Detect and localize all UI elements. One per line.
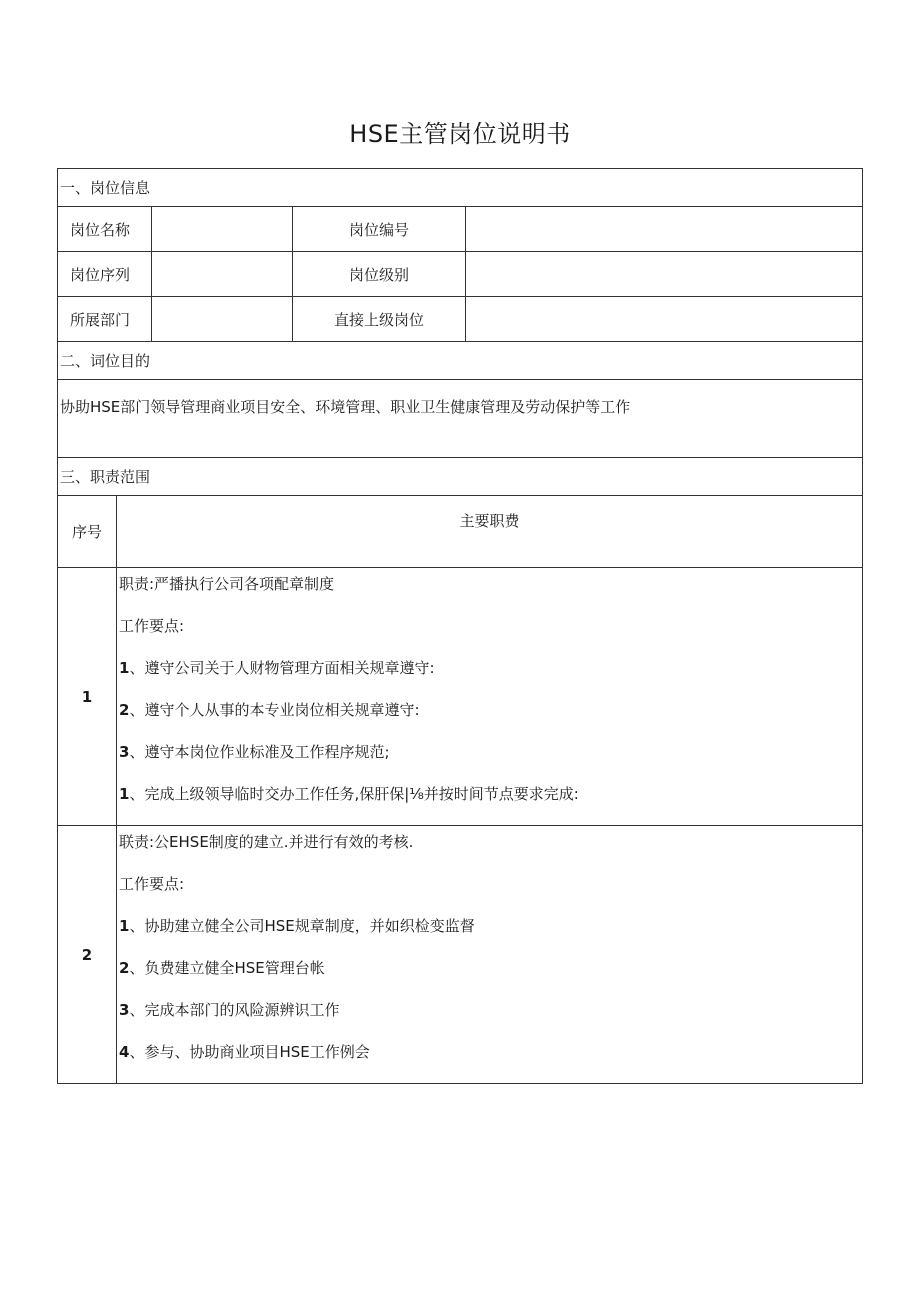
info-row xyxy=(58,207,863,252)
duty-line: 1、完成上级领导临时交办工作任务,保肝保|⅛并按时间节点要求完成: xyxy=(119,785,579,803)
label-position-level: 岗位级别 xyxy=(293,252,466,297)
section-header-position-purpose: 二、词位目的 xyxy=(58,342,863,380)
document-title: HSE主管岗位说明书 xyxy=(349,120,571,148)
info-row xyxy=(58,297,863,342)
duty-seq-number: 1 xyxy=(58,568,117,826)
section-header-position-info: 一、岗位信息 xyxy=(58,169,863,207)
form-table xyxy=(57,168,863,1084)
duty-line: 4、参与、协助商业项目HSE工作例会 xyxy=(119,1043,370,1061)
value-position-sequence[interactable] xyxy=(152,252,293,297)
column-header-main-duty: 主要职费 xyxy=(117,496,863,568)
info-row xyxy=(58,252,863,297)
duty-line: 3、遵守本岗位作业标准及工作程序规范; xyxy=(119,743,390,761)
value-department[interactable] xyxy=(152,297,293,342)
column-header-seq: 序号 xyxy=(58,496,117,568)
label-position-name: 岗位名称 xyxy=(58,207,152,252)
duty-line: 2、遵守个人从事的本专业岗位相关规章遵守: xyxy=(119,701,420,719)
duty-row xyxy=(58,568,863,826)
value-position-name[interactable] xyxy=(152,207,293,252)
value-position-level[interactable] xyxy=(466,252,863,297)
value-direct-superior[interactable] xyxy=(466,297,863,342)
label-direct-superior: 直接上级岗位 xyxy=(293,297,466,342)
section-header-responsibilities: 三、职责范围 xyxy=(58,458,863,496)
duty-line: 1、遵守公司关于人财物管理方面相关规章遵守: xyxy=(119,659,435,677)
duty-content xyxy=(117,826,863,1084)
duty-line: 工作要点: xyxy=(119,617,185,635)
duty-line: 工作要点: xyxy=(119,875,185,893)
duty-line: 联责:公EHSE制度的建立.并进行有效的考核. xyxy=(119,833,414,851)
position-purpose-text: 协助HSE部门领导管理商业项目安全、环境管理、职业卫生健康管理及劳动保护等工作 xyxy=(58,380,863,458)
duty-seq-number: 2 xyxy=(58,826,117,1084)
duty-line: 2、负费建立健全HSE管理台帐 xyxy=(119,959,325,977)
value-position-code[interactable] xyxy=(466,207,863,252)
duty-line: 3、完成本部门的风险源辨识工作 xyxy=(119,1001,340,1019)
duty-content xyxy=(117,568,863,826)
label-position-code: 岗位编号 xyxy=(293,207,466,252)
job-description-form xyxy=(57,168,862,1084)
label-position-sequence: 岗位序列 xyxy=(58,252,152,297)
duty-line: 1、协助建立健全公司HSE规章制度，并如织检变监督 xyxy=(119,917,475,935)
label-department: 所展部门 xyxy=(58,297,152,342)
duty-row xyxy=(58,826,863,1084)
duty-line: 职责:严播执行公司各项配章制度 xyxy=(119,575,335,593)
